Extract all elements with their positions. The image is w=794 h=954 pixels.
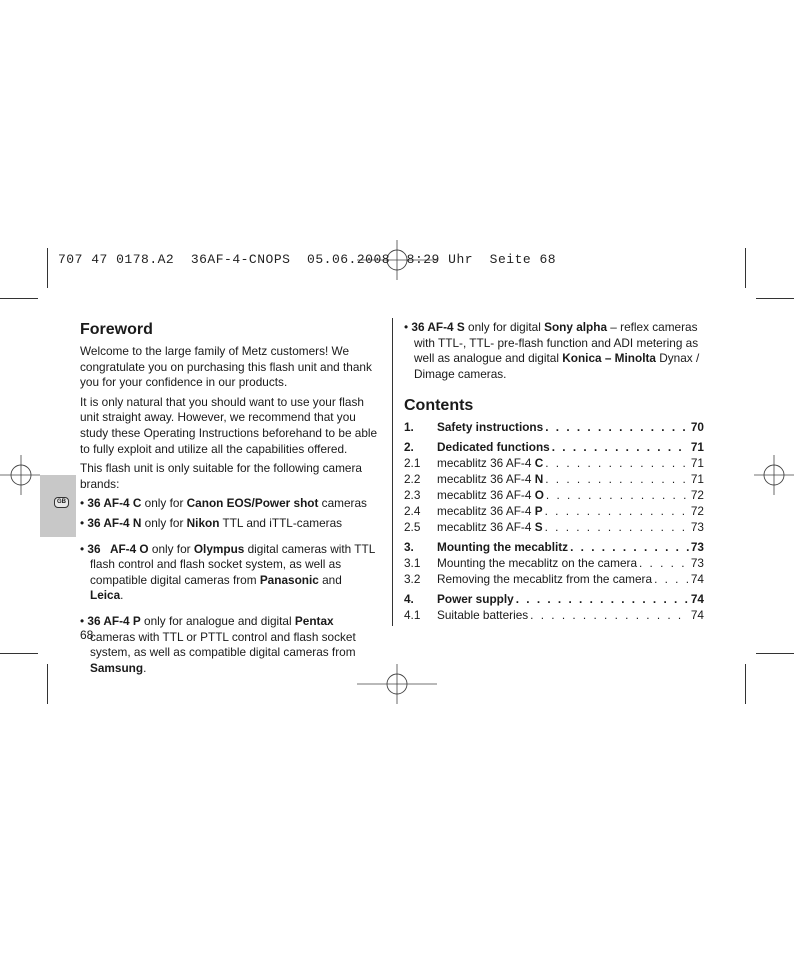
foreword-heading: Foreword [80,321,153,338]
toc-entry[interactable]: 2. Dedicated functions . . . 71 [404,440,704,456]
crop-mark-top-left-vertical [47,248,48,288]
table-of-contents [404,420,704,624]
language-badge: GB [54,497,69,508]
toc-entry[interactable]: 4. Power supply . . . 74 [404,592,704,608]
toc-entry[interactable]: 2.5 mecablitz 36 AF-4 S . . . 73 [404,520,704,536]
toc-entry[interactable]: 2.4 mecablitz 36 AF-4 P . . . 72 [404,504,704,520]
crop-mark-bottom-left-horizontal [0,653,38,654]
toc-entry[interactable]: 3.2 Removing the mecablitz from the camera . . . 74 [404,572,704,588]
crop-mark-top-right-horizontal [756,298,794,299]
foreword-para-1: Welcome to the large family of Metz customers! We congratulate you on purchasing this flash unit and thank you for your confidence in our products. [80,344,372,390]
foreword-section [80,320,378,680]
toc-entry[interactable]: 2.1 mecablitz 36 AF-4 C . . . 71 [404,456,704,472]
toc-entry[interactable]: 4.1 Suitable batteries . . . 74 [404,608,704,624]
bullet-36af4c: • 36 AF-4 C only for Canon EOS/Power shot cameras [80,496,367,511]
toc-entry[interactable]: 3.1 Mounting the mecablitz on the camera . . . 73 [404,556,704,572]
foreword-para-2: It is only natural that you should want to use your flash unit straight away. However, we recommend that you study these Operating Instructions beforehand to be able to fully exploit and utilize all the capabilities offered. [80,394,378,456]
contents-heading: Contents [404,397,474,415]
crop-mark-bottom-right-horizontal [756,653,794,654]
crop-mark-top-left-horizontal [0,298,38,299]
print-header: 707 47 0178.A2 36AF-4-CNOPS 05.06.2008 8:29 Uhr Seite 68 [58,252,557,267]
page-number: 68 [80,628,94,642]
crop-mark-bottom-right-vertical [745,664,746,704]
registration-mark-left-icon [0,455,40,495]
toc-entry[interactable]: 3. Mounting the mecablitz . . . 73 [404,540,704,556]
toc-entry[interactable]: 1. Safety instructions . . . 70 [404,420,704,436]
crop-mark-bottom-left-vertical [47,664,48,704]
crop-mark-top-right-vertical [745,248,746,288]
toc-entry[interactable]: 2.3 mecablitz 36 AF-4 O . . . 72 [404,488,704,504]
bullet-36af4p: • 36 AF-4 P only for analogue and digital Pentax cameras with TTL or PTTL control and flash socket system, as well as compatible digital cameras from Samsung. [80,613,356,675]
bullet-36af4n: • 36 AF-4 N only for Nikon TTL and iTTL-cameras [80,515,343,530]
bullet-36af4o: • 36 AF-4 O only for Olympus digital cameras with TTL flash control and flash socket system, as well as compatible digital cameras from Panasonic and Leica. [80,541,375,603]
foreword-para-3: This flash unit is only suitable for the following camera brands: [80,461,362,491]
bullet-36af4s: • 36 AF-4 S only for digital Sony alpha – reflex cameras with TTL-, TTL- pre-flash function and ADI metering as well as analogue and digital Konica – Minolta Dynax / Dimage cameras. [404,320,700,381]
registration-mark-right-icon [754,455,794,495]
toc-entry[interactable]: 2.2 mecablitz 36 AF-4 N . . . 71 [404,472,704,488]
column-divider [392,318,393,626]
contents-section [404,320,704,624]
